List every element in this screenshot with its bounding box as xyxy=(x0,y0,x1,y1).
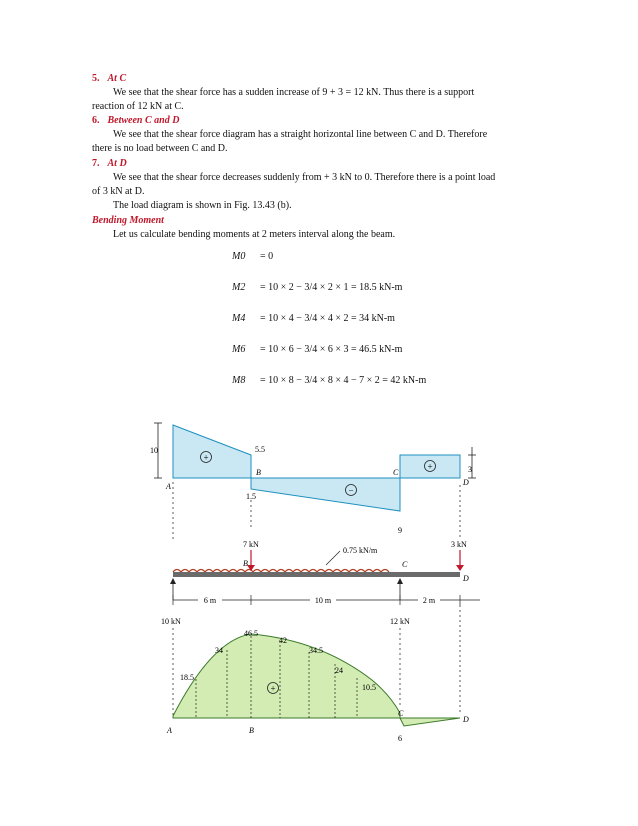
bmd-label-34: 34 xyxy=(215,646,223,655)
load-label-b: B xyxy=(243,559,248,568)
bmd-positive-region xyxy=(173,634,400,718)
bmd-label-6: 6 xyxy=(398,734,402,743)
bmd-plus-sign: + xyxy=(270,683,276,694)
dim-label-2m: 2 m xyxy=(422,596,436,605)
beam xyxy=(173,572,460,577)
section-5-line-1: We see that the shear force has a sudden increase of 9 + 3 = 12 kN. Thus there is a support xyxy=(113,87,475,98)
dim-label-10m: 10 m xyxy=(314,596,332,605)
reaction-c-arrowhead xyxy=(397,578,403,584)
bmd-label-24: 24 xyxy=(335,666,343,675)
load-label-d: D xyxy=(463,574,469,583)
reaction-label-10kn: 10 kN xyxy=(161,617,181,626)
bmd-label-c: C xyxy=(398,709,404,718)
dim-label-6m: 6 m xyxy=(203,596,217,605)
load-label-c: C xyxy=(402,560,408,569)
section-7-heading: 7. At D xyxy=(92,158,127,169)
load-diagram-note: The load diagram is shown in Fig. 13.43 (b). xyxy=(113,200,292,211)
reaction-label-12kn: 12 kN xyxy=(390,617,410,626)
sfd-label-b: B xyxy=(256,468,261,477)
equation-m0: M0 = 0 xyxy=(232,251,274,262)
sfd-plus-sign-cd: + xyxy=(427,461,433,472)
sfd-label-3: 3 xyxy=(468,465,472,474)
section-6-line-1: We see that the shear force diagram has a straight horizontal line between C and D. Therefore xyxy=(113,129,488,140)
sfd-label-c: C xyxy=(393,468,399,477)
sfd-negative-region-bc xyxy=(251,478,400,511)
sfd-positive-region-ab xyxy=(173,425,251,478)
section-7-line-2: of 3 kN at D. xyxy=(92,186,145,197)
section-5-heading: 5. At C xyxy=(92,73,127,84)
section-6-heading: 6. Between C and D xyxy=(92,115,180,126)
sfd-label-9: 9 xyxy=(398,526,402,535)
section-6-line-2: there is no load between C and D. xyxy=(92,143,228,154)
bmd-label-b: B xyxy=(249,726,254,735)
load-label-udl: 0.75 kN/m xyxy=(343,546,378,555)
sfd-label-10: 10 xyxy=(150,446,158,455)
load-label-3kn: 3 kN xyxy=(451,540,467,549)
bmd-label-10-5: 10.5 xyxy=(362,683,376,692)
equation-m2: M2 = 10 × 2 − 3/4 × 2 × 1 = 18.5 kN-m xyxy=(232,282,403,293)
shear-force-diagram xyxy=(150,423,476,540)
bmd-label-a: A xyxy=(167,726,172,735)
bmd-negative-region xyxy=(400,718,460,726)
sfd-label-d: D xyxy=(463,478,469,487)
bmd-label-34-5: 34.5 xyxy=(309,646,323,655)
sfd-label-a: A xyxy=(166,482,171,491)
bmd-label-46-5: 46.5 xyxy=(244,629,258,638)
sfd-label-5-5: 5.5 xyxy=(255,445,265,454)
load-label-7kn: 7 kN xyxy=(243,540,259,549)
bmd-label-d: D xyxy=(463,715,469,724)
sfd-minus-sign: − xyxy=(348,485,354,496)
section-7-line-1: We see that the shear force decreases suddenly from + 3 kN to 0. Therefore there is a point load xyxy=(113,172,496,183)
sfd-label-1-5: 1.5 xyxy=(246,492,256,501)
load-3kn-arrowhead xyxy=(456,565,464,571)
bending-moment-heading: Bending Moment xyxy=(92,215,164,226)
udl-arcs xyxy=(173,570,389,573)
bmd-label-18-5: 18.5 xyxy=(180,673,194,682)
equation-m8: M8 = 10 × 8 − 3/4 × 8 × 4 − 7 × 2 = 42 kN-m xyxy=(232,375,427,386)
bmd-label-42: 42 xyxy=(279,636,287,645)
section-5-line-2: reaction of 12 kN at C. xyxy=(92,101,184,112)
sfd-plus-sign: + xyxy=(203,452,209,463)
bending-moment-diagram xyxy=(166,629,469,743)
udl-label-leader xyxy=(326,551,340,565)
reaction-a-arrowhead xyxy=(170,578,176,584)
equation-m4: M4 = 10 × 4 − 3/4 × 4 × 2 = 34 kN-m xyxy=(232,313,395,324)
equation-m6: M6 = 10 × 6 − 3/4 × 6 × 3 = 46.5 kN-m xyxy=(232,344,403,355)
bending-intro: Let us calculate bending moments at 2 meters interval along the beam. xyxy=(113,229,396,240)
